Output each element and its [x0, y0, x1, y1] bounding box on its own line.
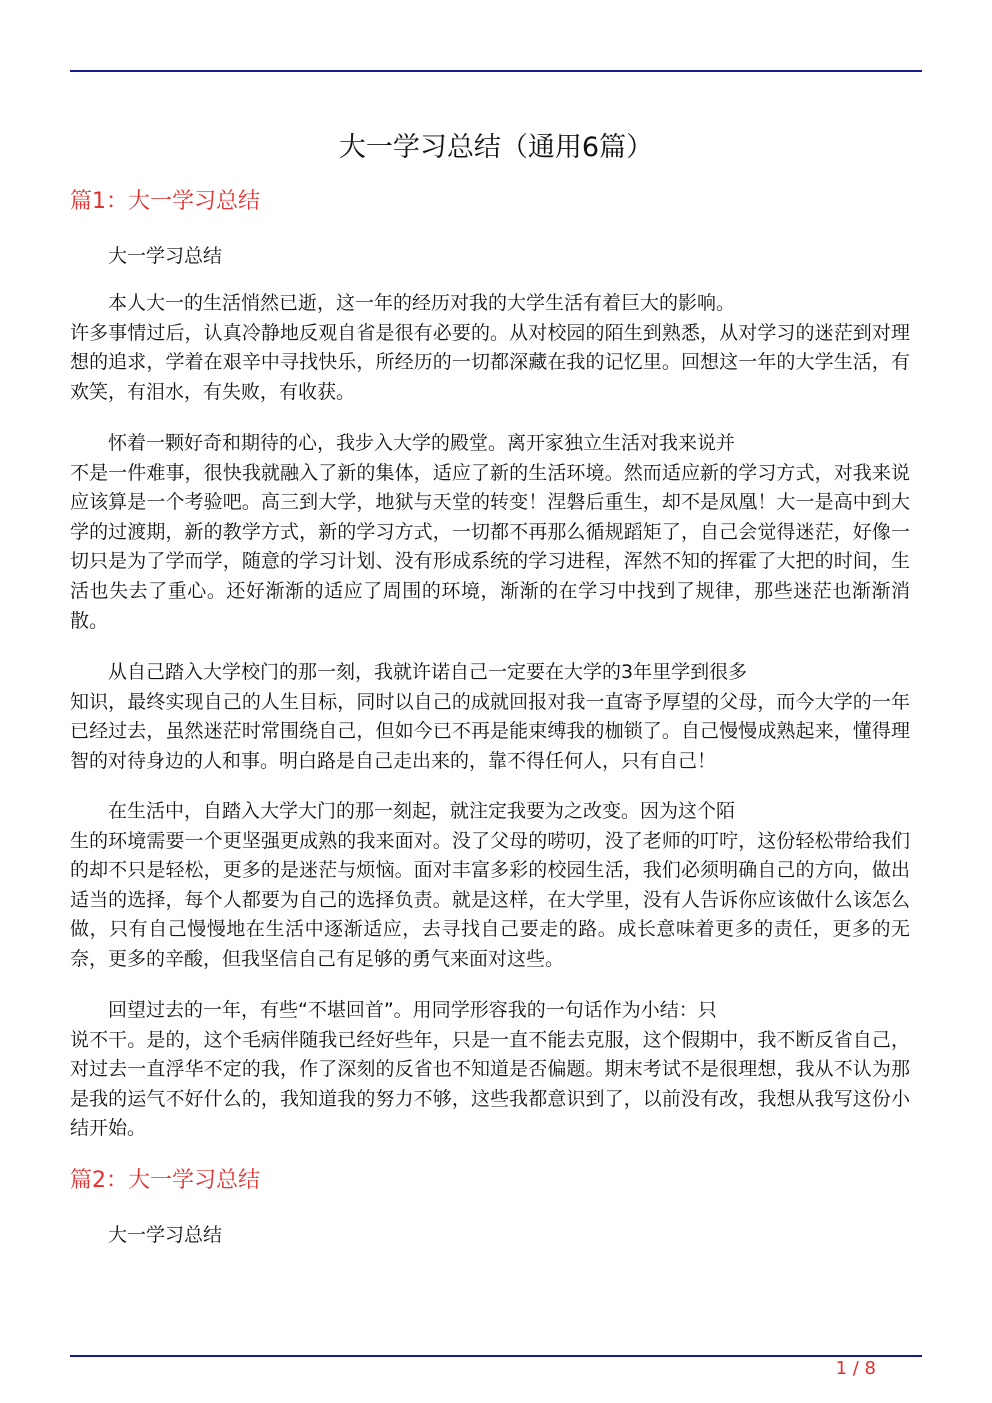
paragraph-4-first-line: 在生活中，自踏入大学大门的那一刻起，就注定我要为之改变。因为这个陌	[108, 800, 736, 822]
paragraph-2	[70, 429, 922, 636]
page-number: 1 / 8	[835, 1358, 876, 1379]
paragraph-4	[70, 797, 922, 975]
paragraph-3-first-line: 从自己踏入大学校门的那一刻，我就许诺自己一定要在大学的3年里学到很多	[108, 661, 748, 683]
section-heading-2: 篇2：大一学习总结	[70, 1168, 260, 1193]
paragraph-5	[70, 996, 922, 1144]
header-rule	[70, 70, 922, 72]
section-subtitle-2: 大一学习总结	[108, 1224, 223, 1246]
paragraph-2-body: 不是一件难事，很快我就融入了新的集体，适应了新的生活环境。然而适应新的学习方式，对我来说应该算是一个考验吧。高三到大学，地狱与天堂的转变！涅磐后重生，却不是凤凰！大一是高中到大学的过渡期，新的教学方式，新的学习方式，一切都不再那么循规蹈矩了，自己会觉得迷茫，好像一切只是为了学而学，随意的学习计划、没有形成系统的学习进程，浑然不知的挥霍了大把的时间，生活也失去了重心。还好渐渐的适应了周围的环境，渐渐的在学习中找到了规律，那些迷茫也渐渐消散。	[70, 461, 910, 632]
paragraph-1	[70, 289, 922, 407]
paragraph-2-first-line: 怀着一颗好奇和期待的心，我步入大学的殿堂。离开家独立生活对我来说并	[108, 432, 736, 454]
footer-rule	[70, 1355, 922, 1357]
paragraph-3	[70, 658, 922, 776]
document-title: 大一学习总结（通用6篇）	[338, 132, 654, 163]
paragraph-1-body: 许多事情过后，认真冷静地反观自省是很有必要的。从对校园的陌生到熟悉，从对学习的迷茫到对理想的追求，学着在艰辛中寻找快乐，所经历的一切都深藏在我的记忆里。回想这一年的大学生活，有欢笑，有泪水，有失败，有收获。	[70, 321, 910, 403]
section-subtitle-1: 大一学习总结	[108, 245, 223, 267]
paragraph-4-body: 生的环境需要一个更坚强更成熟的我来面对。没了父母的唠叨，没了老师的叮咛，这份轻松带给我们的却不只是轻松，更多的是迷茫与烦恼。面对丰富多彩的校园生活，我们必须明确自己的方向，做出适当的选择，每个人都要为自己的选择负责。就是这样，在大学里，没有人告诉你应该做什么该怎么做，只有自己慢慢地在生活中逐渐适应，去寻找自己要走的路。成长意味着更多的责任，更多的无奈，更多的辛酸，但我坚信自己有足够的勇气来面对这些。	[70, 829, 910, 970]
section-heading-1: 篇1：大一学习总结	[70, 189, 260, 214]
paragraph-5-body: 说不干。是的，这个毛病伴随我已经好些年，只是一直不能去克服，这个假期中，我不断反省自己，对过去一直浮华不定的我，作了深刻的反省也不知道是否偏题。期末考试不是很理想，我从不认为那是我的运气不好什么的，我知道我的努力不够，这些我都意识到了，以前没有改，我想从我写这份小结开始。	[70, 1028, 910, 1140]
paragraph-3-body: 知识，最终实现自己的人生目标，同时以自己的成就回报对我一直寄予厚望的父母，而今大学的一年已经过去，虽然迷茫时常围绕自己，但如今已不再是能束缚我的枷锁了。自己慢慢成熟起来，懂得理智的对待身边的人和事。明白路是自己走出来的，靠不得任何人，只有自己！	[70, 690, 910, 772]
paragraph-1-first-line: 本人大一的生活悄然已逝，这一年的经历对我的大学生活有着巨大的影响。	[108, 292, 736, 314]
paragraph-5-first-line: 回望过去的一年，有些“不堪回首”。用同学形容我的一句话作为小结：只	[108, 999, 717, 1021]
